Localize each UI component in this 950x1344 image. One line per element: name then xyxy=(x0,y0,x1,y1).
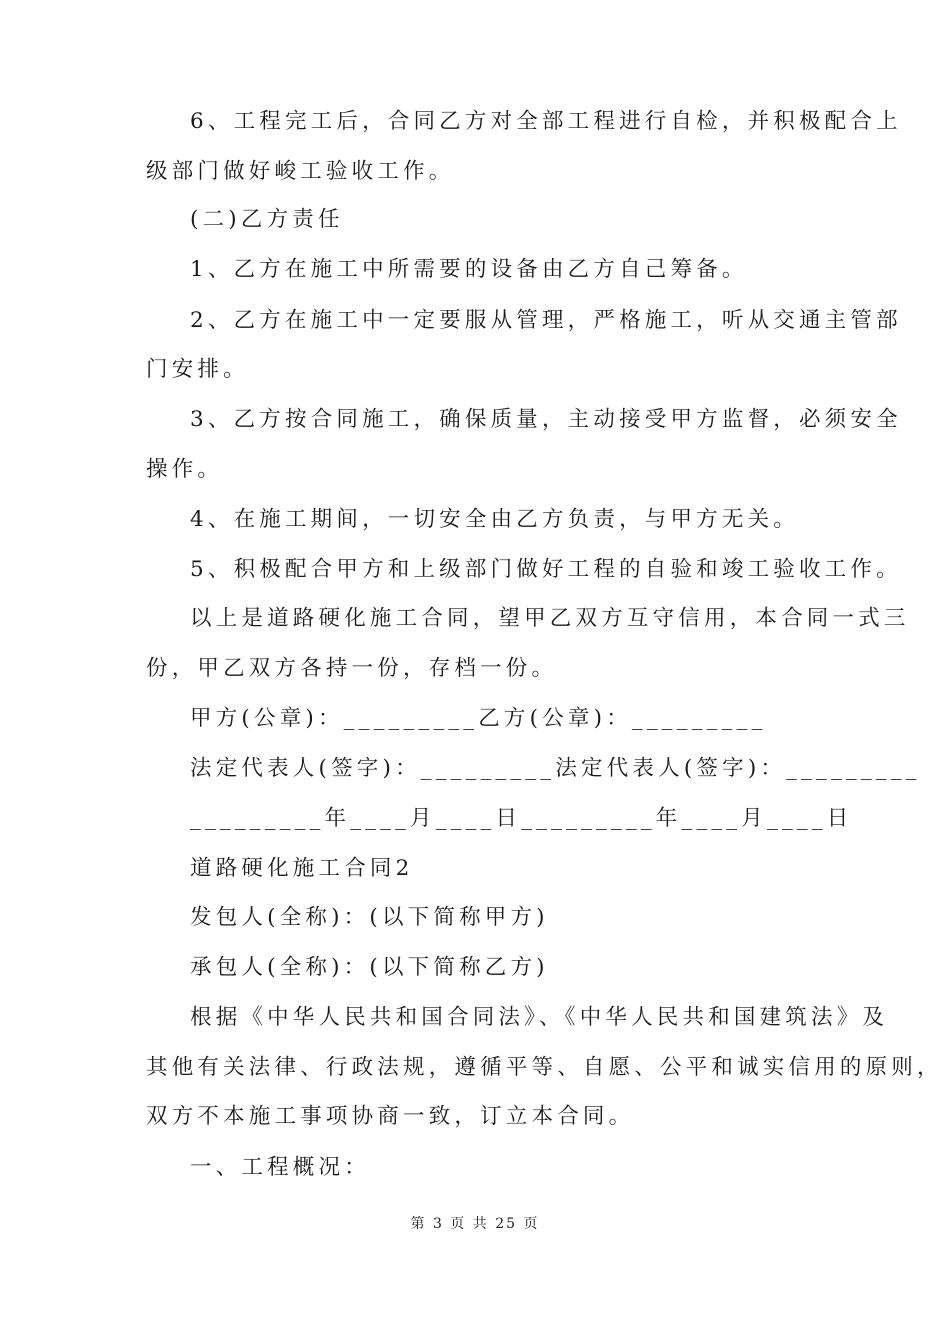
party-line: 承包人(全称)：(以下简称乙方) xyxy=(190,955,549,980)
paragraph-line: 5、积极配合甲方和上级部门做好工程的自验和竣工验收工作。 xyxy=(190,557,902,582)
paragraph-line: 6、工程完工后，合同乙方对全部工程进行自检，并积极配合上 xyxy=(190,109,902,134)
paragraph-line: 级部门做好峻工验收工作。 xyxy=(146,159,455,184)
paragraph-line: 2、乙方在施工中一定要服从管理，严格施工，听从交通主管部 xyxy=(190,308,902,333)
contract-title: 道路硬化施工合同2 xyxy=(190,856,414,881)
party-line: 发包人(全称)：(以下简称甲方) xyxy=(190,905,549,930)
paragraph-line: 份，甲乙双方各持一份，存档一份。 xyxy=(146,656,558,681)
paragraph-line: 双方不本施工事项协商一致，订立本合同。 xyxy=(146,1104,635,1129)
page-number: 第 3 页 共 25 页 xyxy=(410,1216,540,1232)
paragraph-line: 其他有关法律、行政法规，遵循平等、自愿、公平和诚实信用的原则， xyxy=(146,1055,943,1080)
paragraph-line: 4、在施工期间，一切安全由乙方负责，与甲方无关。 xyxy=(190,507,799,532)
paragraph-line: 1、乙方在施工中所需要的设备由乙方自己筹备。 xyxy=(190,257,748,282)
section-heading: (二)乙方责任 xyxy=(190,207,344,232)
paragraph-line: 3、乙方按合同施工，确保质量，主动接受甲方监督，必须安全 xyxy=(190,407,902,432)
paragraph-line: 门安排。 xyxy=(146,357,249,382)
signature-line: 甲方(公章)：_________乙方(公章)：_________ xyxy=(190,706,767,731)
paragraph-line: 根据《中华人民共和国合同法》、《中华人民共和国建筑法》及 xyxy=(190,1005,889,1030)
section-heading: 一、工程概况： xyxy=(190,1155,370,1180)
paragraph-line: 操作。 xyxy=(146,457,224,482)
signature-line: 法定代表人(签字)：_________法定代表人(签字)：_________ xyxy=(190,756,921,781)
paragraph-line: 以上是道路硬化施工合同，望甲乙双方互守信用，本合同一式三 xyxy=(190,606,910,631)
date-line: _________年____月____日_________年____月____日 xyxy=(190,806,853,831)
